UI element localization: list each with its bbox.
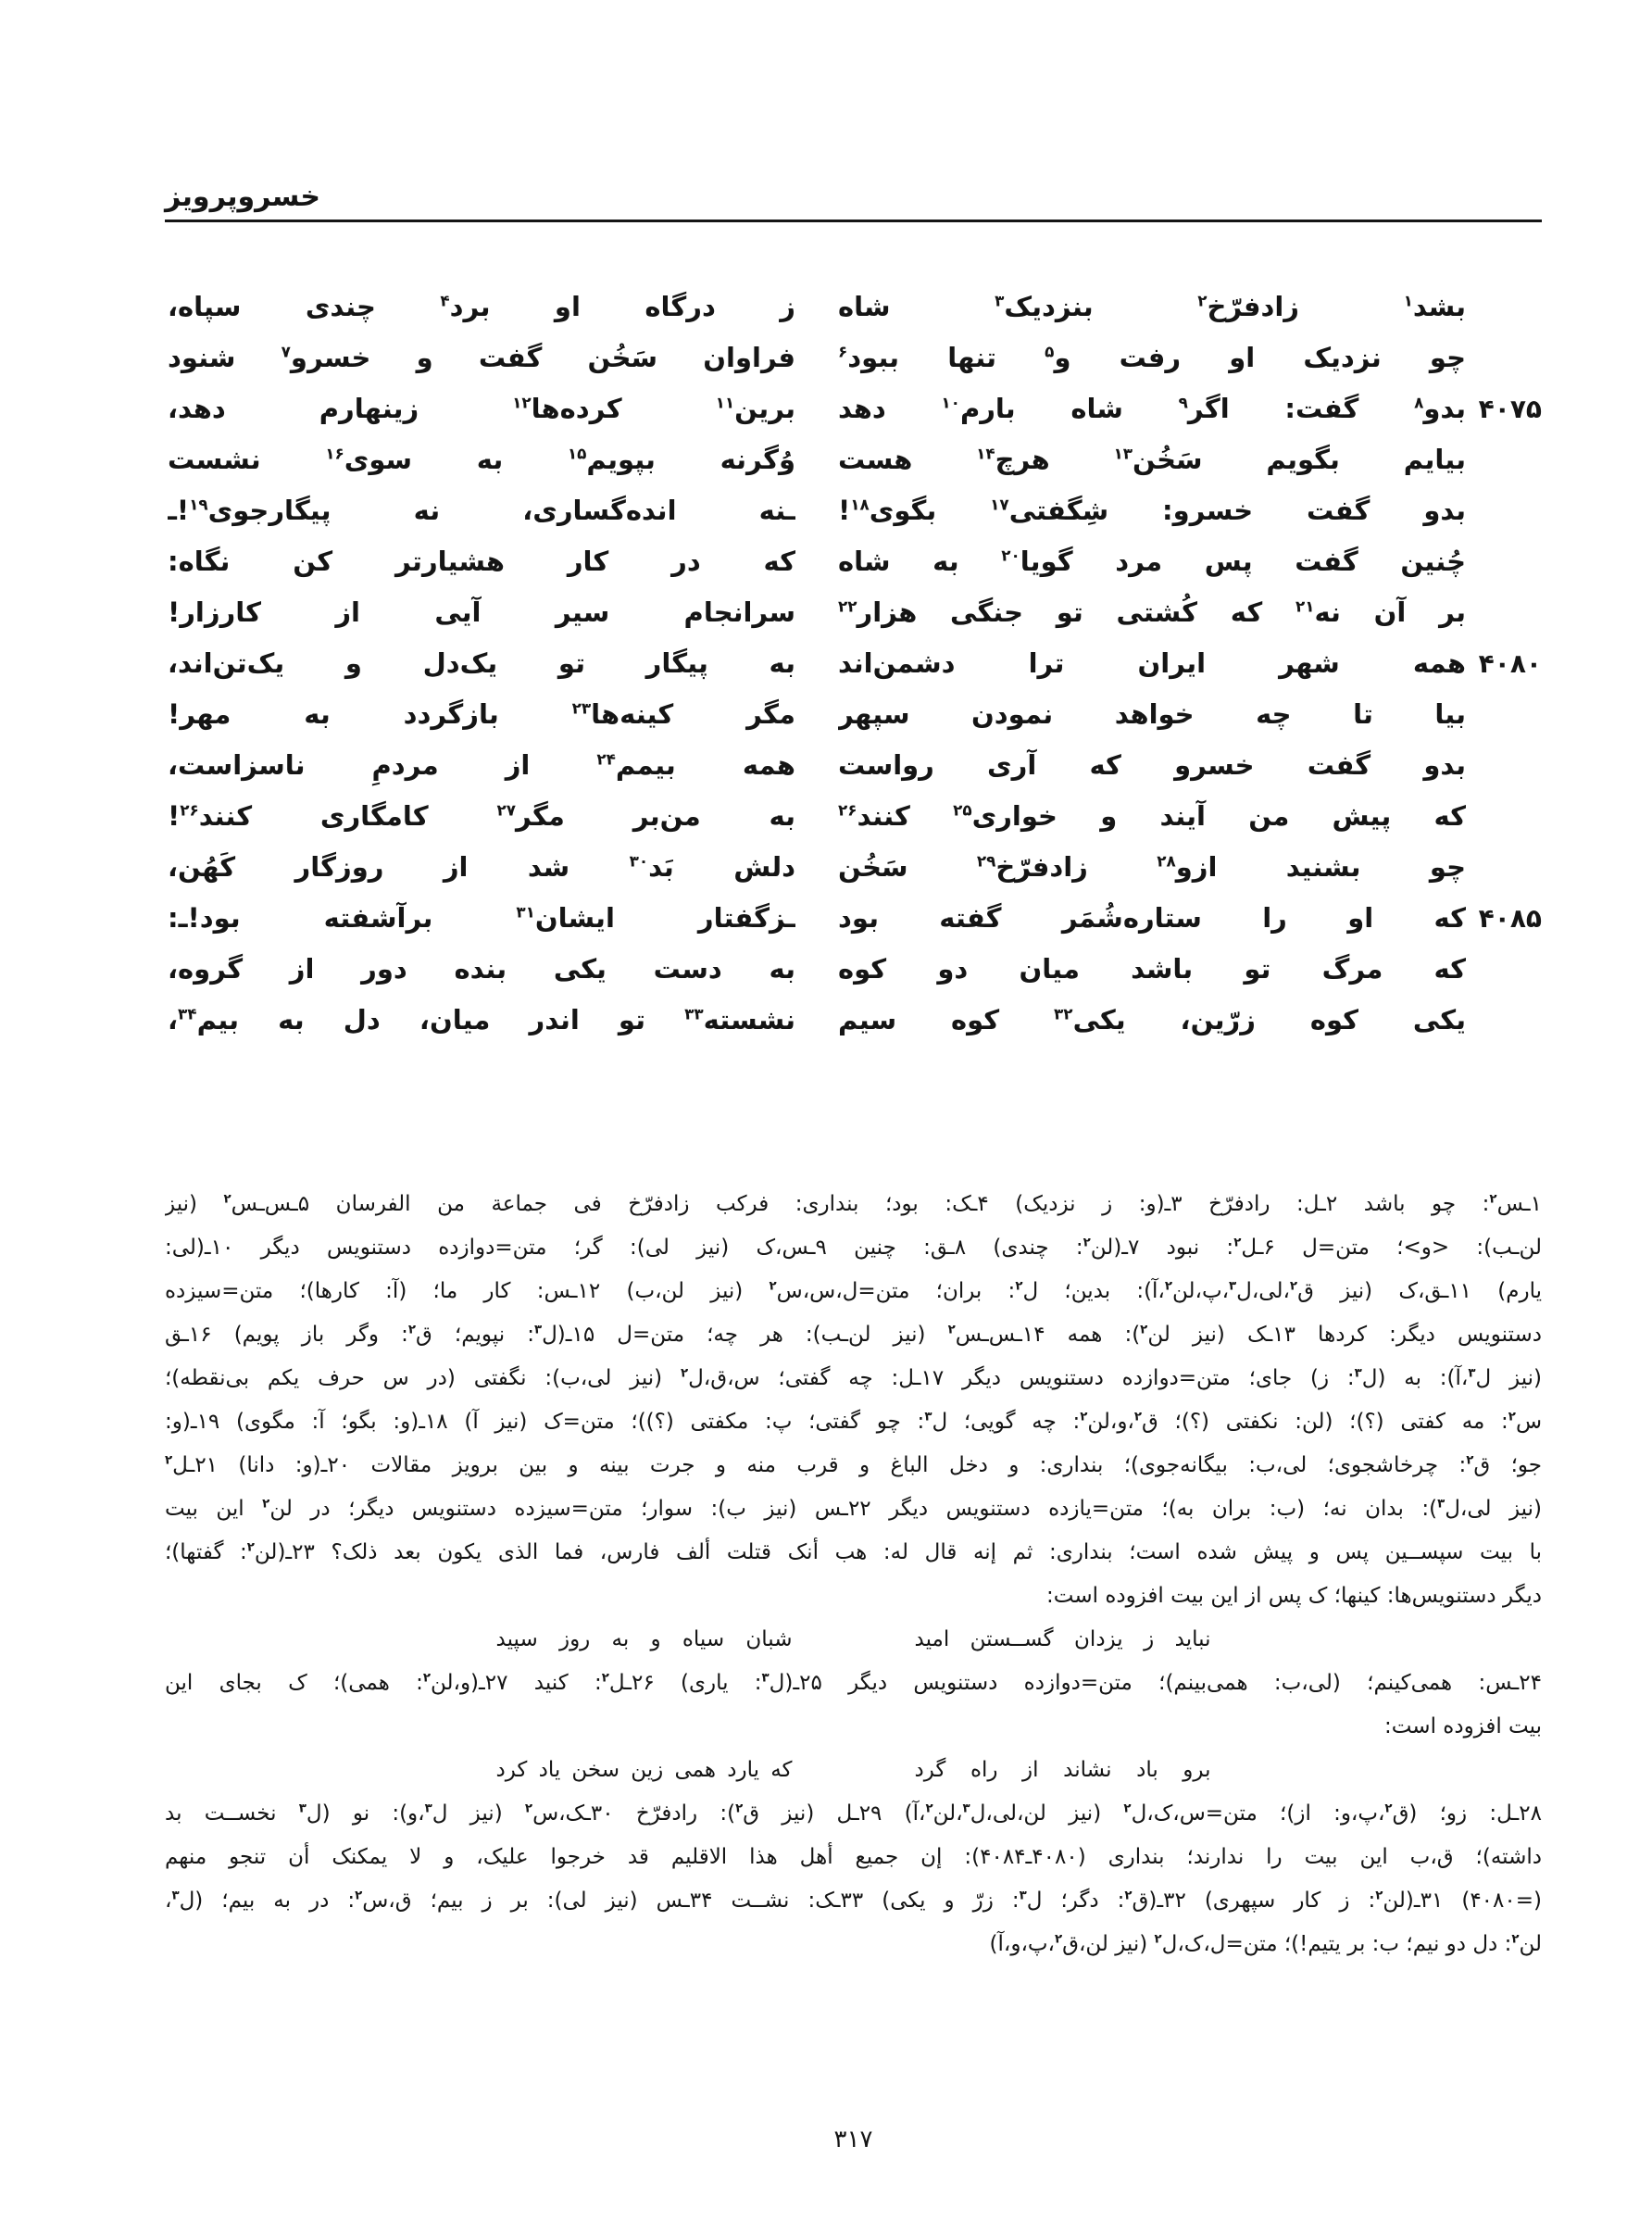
footnote-marker: ۲	[947, 1323, 956, 1337]
apparatus-line: لن$^۲$: دل دو نیم؛ ب: بر یتیم!)؛ متن=ل،ک،ل$^۲$ (نیز لن،ق$^۲$،پ،و،آ)	[989, 1932, 1542, 1956]
footnote-marker: ۳	[1229, 1279, 1237, 1294]
apparatus-line: لن‌ـب): <و>؛ متن=ل ۶ـل$^۲$: نبود ۷ـ(لن$^۲$: چندی) ۸ـق: چنین ۹ـس،ک (نیز لی): گر؛ متن=دوازده دستنویس دیگر ۱۰ـ(لی:	[165, 1236, 1542, 1260]
hemistich-left: وُگرنه بپویم$^{۱۵}$ به سوی$^{۱۶}$ نشست	[168, 444, 795, 475]
poem-row	[165, 333, 1542, 383]
footnote-marker: ۲	[165, 1453, 173, 1468]
hemistich-left: ز درگاه او برد$^۴$ چندی سپاه،	[168, 291, 795, 322]
verse-number	[1471, 333, 1542, 383]
apparatus-line: دستنویس دیگر: کردها ۱۳ـک (نیز لن$^۲$): همه ۱۴ـس‌ـس$^۲$ (نیز لن‌ـب): هر چه؛ متن=ل ۱۵ـ(ل$^۳$: نپویم؛ ق$^۲$: وگر باز پویم) ۱۶ـق	[165, 1323, 1542, 1347]
apparatus-verse-hemistich-right: نباید ز یزدان گســستن امید	[914, 1627, 1211, 1651]
footnote-marker: ۲	[735, 1801, 744, 1816]
footnote-marker: ۵	[1045, 342, 1055, 361]
footnote-marker: ۲	[1140, 1323, 1148, 1337]
footnote-marker: ۲	[1154, 1932, 1162, 1947]
hemistich-left: سرانجام سیر آیی از کارزار!	[168, 596, 795, 628]
footnote-marker: ۱۸	[850, 495, 870, 514]
hemistich-left: مگر کینه‌ها$^{۲۳}$ بازگردد به مهر!	[168, 698, 795, 730]
apparatus-line: بیت افزوده است:	[1383, 1714, 1542, 1738]
hemistich-right: چو بشنید ازو$^{۲۸}$ زادفرّخ$^{۲۹}$ سَخُن	[838, 851, 1466, 883]
footnote-marker: ۳	[761, 1671, 770, 1686]
hemistich-left: ـنه انده‌گساری، نه پیگارجوی$^{۱۹}$!ـ	[168, 495, 795, 526]
footnote-marker: ۹	[1178, 393, 1188, 412]
hemistich-left: به پیگار تو یک‌دل و یک‌تن‌اند،	[168, 647, 795, 679]
footnote-marker: ۲	[680, 1366, 689, 1381]
poem-row	[165, 485, 1542, 536]
hemistich-left: به من‌بر مگر$^{۲۷}$ کامگاری کنند$^{۲۶}$!	[168, 800, 795, 832]
hemistich-right: که او را ستاره‌شُمَر گفته بود	[838, 902, 1466, 934]
verse-number	[1471, 536, 1542, 587]
footnote-marker: ۲	[262, 1497, 270, 1512]
poem-row	[165, 893, 1542, 944]
footnote-marker: ۲	[1197, 291, 1208, 310]
footnote-marker: ۲۰	[1001, 546, 1020, 565]
hemistich-right: که پیش من آیند و خواری$^{۲۵}$ کنند$^{۲۶}$	[838, 800, 1466, 832]
footnote-marker: ۲	[1083, 1236, 1091, 1250]
apparatus-section	[165, 1183, 1542, 1966]
apparatus-line: ۲۸ـل: زو؛ (ق$^۲$،پ،و: از)؛ متن=س،ک،ل$^۲$ (نیز لن،لی،ل$^۳$،لن$^۲$،آ) ۲۹ـل (نیز ق$^۲$): رادفرّخ ۳۰ـک،س$^۲$ (نیز ل$^۳$،و): نو (ل$^۳$ نخســت بد	[165, 1801, 1542, 1826]
hemistich-right: بشد$^۱$ زادفرّخ$^۲$ بنزدیک$^۳$ شاه	[838, 291, 1466, 322]
apparatus-line: یارم) ۱۱ـق،ک (نیز ق$^۲$،لی،ل$^۳$،پ،لن$^۲$،آ): بدین؛ ل$^۲$: بران؛ متن=ل،س،س$^۲$ (نیز لن،ب) ۱۲ـس: کار ما؛ (آ: کارها)؛ متن=سیزده	[165, 1279, 1542, 1303]
footnote-marker: ۲	[1164, 1279, 1173, 1294]
footnote-marker: ۲	[1233, 1236, 1242, 1250]
hemistich-right: همه شهر ایران ترا دشمن‌اند	[838, 647, 1466, 679]
verse-number	[1471, 587, 1542, 638]
poem-row	[165, 944, 1542, 995]
footnote-marker: ۲	[223, 1192, 232, 1207]
footnote-marker: ۲۶	[838, 800, 857, 820]
footnote-marker: ۱	[1403, 291, 1413, 310]
apparatus-line: (نیز لی،ل$^۳$): بدان نه؛ (ب: بران به)؛ متن=یازده دستنویس دیگر ۲۲ـس (نیز ب): سوار؛ متن=سیزده دستنویس دیگر؛ در لن$^۲$ این بیت	[165, 1497, 1542, 1521]
apparatus-line: با بیت سپســین پس و پیش شده است؛ بنداری: ثم إنه قال له: هب أنک قتلت ألف فارس، فما الذی یکون بعد ذلک؟ ۲۳ـ(لن$^۲$: گفتها)؛	[165, 1540, 1542, 1564]
verse-number: ۴۰۷۵	[1478, 394, 1542, 424]
hemistich-right: بر آن نه$^{۲۱}$ که کُشتی تو جنگی هزار$^{۲۲}$	[838, 596, 1466, 628]
footnote-marker: ۲	[1123, 1801, 1132, 1816]
verse-number: ۴۰۸۵	[1478, 903, 1542, 934]
page-number: ۳۱۷	[833, 2126, 873, 2153]
verse-number	[1471, 842, 1542, 893]
footnote-marker: ۳۱	[516, 902, 535, 922]
footnote-marker: ۷	[281, 342, 291, 361]
footnote-marker: ۴	[440, 291, 450, 310]
apparatus-line: داشته)؛ ق،ب این بیت را ندارند؛ بنداری (۴۰۸۰ـ۴۰۸۴): إن جمیع أهل هذا الاقلیم قد خرجوا علیک، و لا یمکنک أن تنجو منهم	[165, 1845, 1542, 1869]
hemistich-right: چو نزدیک او رفت و$^۵$ تنها ببود$^۶$	[838, 342, 1466, 373]
footnote-marker: ۲	[601, 1671, 609, 1686]
apparatus-line: ۱ـس$^۲$: چو باشد ۲ـل: رادفرّخ ۳ـ(و: ز نزدیک) ۴ـک: بود؛ بنداری: فرکب زادفرّخ فی جماعة من الفرسان ۵ـس‌ـس$^۲$ (نیز	[165, 1192, 1542, 1216]
poem-section	[165, 282, 1542, 1046]
footnote-marker: ۲۱	[1295, 596, 1315, 616]
footnote-marker: ۲	[407, 1323, 416, 1337]
poem-row	[165, 791, 1542, 842]
footnote-marker: ۱۳	[1113, 444, 1133, 463]
hemistich-right: چُنین گفت پس مرد گویا$^{۲۰}$ به شاه	[838, 546, 1466, 577]
poem-row	[165, 842, 1542, 893]
footnote-marker: ۱۵	[567, 444, 587, 463]
footnote-marker: ۲	[1133, 1410, 1143, 1424]
footnote-marker: ۲۸	[1157, 851, 1176, 871]
footnote-marker: ۱۲	[512, 393, 532, 412]
hemistich-left: که در کار هشیارتر کن نگاه:	[168, 546, 795, 577]
poem-row	[165, 434, 1542, 485]
footnote-marker: ۳۰	[629, 851, 649, 871]
hemistich-right: بدو$^۸$ گفت: اگر$^۹$ شاه بارم$^{۱۰}$ دهد	[838, 393, 1466, 424]
poem-row	[165, 587, 1542, 638]
footnote-marker: ۲	[1015, 1279, 1023, 1294]
footnote-marker: ۳	[424, 1801, 432, 1816]
footnote-marker: ۲	[1511, 1932, 1520, 1947]
footnote-marker: ۲۵	[953, 800, 972, 820]
footnote-marker: ۲	[1508, 1410, 1516, 1424]
footnote-marker: ۳	[924, 1410, 932, 1424]
apparatus-line: (=۴۰۸۰) ۳۱ـ(لن$^۲$: ز کار سپهری) ۳۲ـ(ق$^۲$: دگر؛ ل$^۳$: زرّ و یکی) ۳۳ـک: نشــت ۳۴ـس (نیز لی): بر ز بیم؛ ق،س$^۲$: در به بیم؛ (ل$^۳$،	[165, 1889, 1542, 1913]
apparatus-verse-hemistich-right: برو باد نشاند از راه گرد	[914, 1758, 1211, 1782]
header-rule	[165, 220, 1542, 222]
verse-number	[1471, 791, 1542, 842]
footnote-marker: ۳	[171, 1889, 180, 1903]
hemistich-right: بیایم بگویم سَخُن$^{۱۳}$ هرچ$^{۱۴}$ هست	[838, 444, 1466, 475]
verse-number	[1471, 740, 1542, 791]
footnote-marker: ۶	[838, 342, 848, 361]
footnote-marker: ۸	[1414, 393, 1424, 412]
footnote-marker: ۲	[524, 1801, 533, 1816]
poem-row	[165, 740, 1542, 791]
verse-number	[1471, 944, 1542, 995]
hemistich-right: که مرگ تو باشد میان دو کوه	[838, 953, 1466, 985]
footnote-marker: ۲	[925, 1801, 933, 1816]
footnote-marker: ۲۶	[180, 800, 199, 820]
running-header-title: خسروپرویز	[165, 181, 320, 213]
footnote-marker: ۳۴	[178, 1004, 197, 1023]
footnote-marker: ۲۷	[496, 800, 516, 820]
apparatus-line: ۲۴ـس: همی‌کینم؛ (لی،ب: همی‌بینم)؛ متن=دوازده دستنویس دیگر ۲۵ـ(ل$^۳$: یاری) ۲۶ـل$^۲$: کنید ۲۷ـ(و،لن$^۲$: همی)؛ ک بجای این	[165, 1671, 1542, 1695]
footnote-marker: ۲	[1289, 1279, 1298, 1294]
verse-number	[1471, 689, 1542, 740]
footnote-marker: ۱۹	[189, 495, 208, 514]
footnote-marker: ۲	[1375, 1889, 1383, 1903]
footnote-marker: ۳	[533, 1323, 543, 1337]
poem-row	[165, 638, 1542, 689]
footnote-marker: ۲۳	[571, 698, 592, 718]
footnote-marker: ۲	[1466, 1453, 1474, 1468]
apparatus-line: (نیز ل$^۳$،آ): به (ل$^۳$: ز) جای؛ متن=دوازده دستنویس دیگر ۱۷ـل: چه گفتی؛ س،ق،ل$^۲$ (نیز لی،ب): نگفتی (در س حرف یکم بی‌نقطه)؛	[165, 1366, 1542, 1390]
poem-row	[165, 282, 1542, 333]
footnote-marker: ۳	[298, 1801, 307, 1816]
page	[165, 0, 1542, 2153]
footnote-marker: ۲۹	[976, 851, 996, 871]
footnote-marker: ۲	[1054, 1932, 1063, 1947]
footnote-marker: ۱۴	[976, 444, 995, 463]
footnote-marker: ۳۳	[684, 1004, 704, 1023]
poem-row	[165, 995, 1542, 1046]
apparatus-verse	[165, 1749, 1542, 1792]
footnote-marker: ۱۶	[325, 444, 344, 463]
apparatus-line: س$^۲$: مه کفتی (؟)؛ (لن: نکفتی (؟)؛ ق$^۲$،و،لن$^۲$: چه گویی؛ ل$^۳$: چو گفتی؛ پ: مکفتی (؟))؛ متن=ک (نیز آ) ۱۸ـ(و: بگو؛ آ: مگوی) ۱۹ـ(و:	[165, 1410, 1542, 1434]
footnote-marker: ۲	[246, 1540, 255, 1555]
footnote-marker: ۱۷	[990, 495, 1009, 514]
apparatus-verse-hemistich-left: که یارد همی زین سخن یاد کرد	[495, 1758, 793, 1782]
footnote-marker: ۲	[1124, 1889, 1133, 1903]
footnote-marker: ۱۱	[715, 393, 735, 412]
hemistich-left: ـزگفتار ایشان$^{۳۱}$ برآشفته بود!ـ:	[168, 902, 795, 934]
hemistich-right: یکی کوه زرّین، یکی$^{۳۲}$ کوه سیم	[838, 1004, 1466, 1035]
verse-number	[1471, 995, 1542, 1046]
poem-row	[165, 383, 1542, 434]
footnote-marker: ۲	[1080, 1410, 1088, 1424]
hemistich-left: دلش بَد$^{۳۰}$ شد از روزگار کَهُن،	[168, 851, 795, 883]
hemistich-right: بیا تا چه خواهد نمودن سپهر	[838, 698, 1466, 730]
footnote-marker: ۲	[422, 1671, 432, 1686]
footnote-marker: ۱۰	[941, 393, 960, 412]
poem-row	[165, 536, 1542, 587]
apparatus-verse	[165, 1618, 1542, 1662]
verse-number: ۴۰۸۰	[1478, 648, 1542, 679]
hemistich-left: همه بیمم$^{۲۴}$ از مردمِ ناسزاست،	[168, 749, 795, 781]
footnote-marker: ۳	[1468, 1366, 1476, 1381]
footnote-marker: ۲	[355, 1889, 363, 1903]
running-header	[165, 182, 1542, 222]
footnote-marker: ۳	[1019, 1889, 1027, 1903]
footnote-marker: ۳	[1437, 1497, 1446, 1512]
hemistich-right: بدو گفت خسرو که آری رواست	[838, 749, 1466, 781]
footnote-marker: ۲۲	[838, 596, 857, 616]
poem-row	[165, 689, 1542, 740]
apparatus-verse-hemistich-left: شبان سیاه و به روز سپید	[495, 1627, 793, 1651]
hemistich-left: نشسته$^{۳۳}$ تو اندر میان، دل به بیم$^{۳۴}$،	[168, 1004, 795, 1035]
verse-number	[1471, 434, 1542, 485]
apparatus-line: دیگر دستنویس‌ها: کینها؛ ک پس از این بیت افزوده است:	[1046, 1584, 1542, 1608]
footnote-marker: ۲	[1384, 1801, 1393, 1816]
footnote-marker: ۲	[1489, 1192, 1497, 1207]
hemistich-left: به دست یکی بنده دور از گروه،	[168, 953, 795, 985]
apparatus-line: جو؛ ق$^۲$: چرخاشجوی؛ لی،ب: بیگانه‌جوی)؛ بنداری: و دخل الباغ و قرب منه و جرت بینه و بین برویز مقالات ۲۰ـ(و: دانا) ۲۱ـل$^۲$	[165, 1453, 1542, 1477]
footnote-marker: ۳	[1354, 1366, 1362, 1381]
footnote-marker: ۳۲	[1054, 1004, 1073, 1023]
verse-number	[1471, 485, 1542, 536]
footnote-marker: ۳	[995, 291, 1005, 310]
hemistich-left: فراوان سَخُن گفت و خسرو$^۷$ شنود	[168, 342, 795, 373]
hemistich-left: برین$^{۱۱}$ کرده‌ها$^{۱۲}$ زینهارم دهد،	[168, 393, 795, 424]
hemistich-right: بدو گفت خسرو: شِگفتی$^{۱۷}$ بگوی$^{۱۸}$!	[838, 495, 1466, 526]
verse-number	[1471, 282, 1542, 333]
footnote-marker: ۳	[962, 1801, 970, 1816]
footnote-marker: ۲	[769, 1279, 777, 1294]
footnote-marker: ۲۴	[596, 749, 616, 769]
